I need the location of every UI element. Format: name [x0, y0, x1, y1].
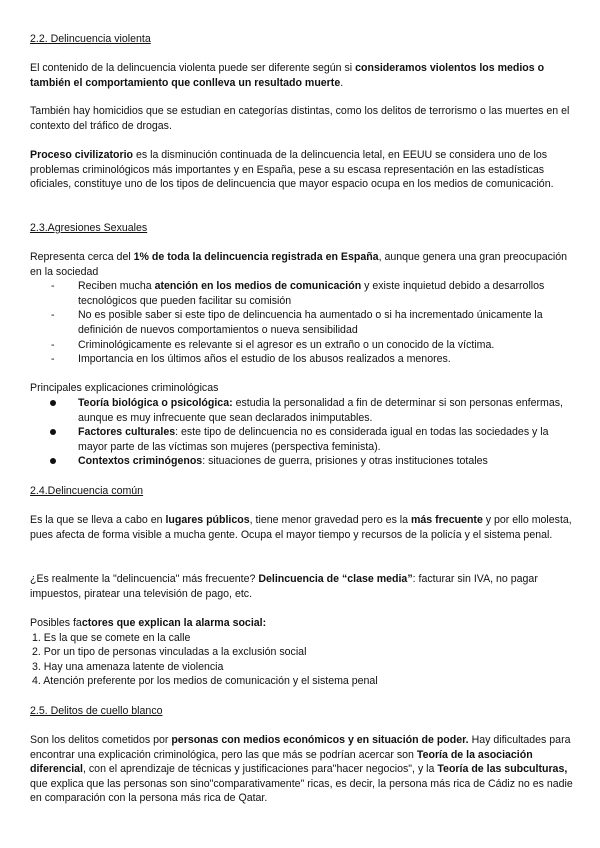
bullet-list-explicaciones: [30, 396, 578, 469]
heading-cuello-blanco: 2.5. Delitos de cuello blanco: [30, 705, 163, 717]
list-item: Teoría biológica o psicológica: estudia la personalidad a fin de determinar si son personas enfermas, aunque es muy infrecuente que sean declarados inimputables.: [78, 396, 578, 425]
section-alarma-social: [30, 616, 578, 689]
list-item: - Reciben mucha atención en los medios de comunicación y existe inquietud debido a desarrollos tecnológicos que pueden facilitar su comisión: [78, 279, 578, 308]
paragraph-violenta-contenido: El contenido de la delincuencia violenta puede ser diferente según si consideramos violentos los medios o también el comportamiento que conlleva un resultado muerte.: [30, 62, 545, 89]
paragraph-cuello-blanco: Son los delitos cometidos por personas con medios económicos y en situación de poder. Hay dificultades para encontrar una explicación criminológica, pero las que más se podrían acercar son Teoría de la asociación diferencial, con el aprendizaje de técnicas y justificaciones para"hacer negocios", y la Teoría de las subculturas, que explica que las personas son sino"comparativamente" ricas, es decir, la persona más rica de Cádiz no es nadie en comparación con la persona más rica de Qatar.: [30, 734, 573, 805]
list-item: Factores culturales: este tipo de delincuencia no es considerada igual en todas las sociedades y la mayor parte de las víctimas son mujeres (perspectiva feminista).: [78, 425, 578, 454]
list-item: 1. Es la que se comete en la calle: [32, 631, 191, 644]
list-item: 3. Hay una amenaza latente de violencia: [32, 660, 224, 673]
paragraph-violenta-homicidios: También hay homicidios que se estudian en categorías distintas, como los delitos de terrorismo o las muertes en el contexto del tráfico de drogas.: [30, 105, 570, 132]
section-agresiones-body: [30, 250, 578, 469]
list-item: 2. Por un tipo de personas vinculadas a la exclusión social: [32, 646, 307, 659]
list-item: - No es posible saber si este tipo de delincuencia ha aumentado o si ha incrementado únicamente la definición de nuevos comportamientos o nueva sensibilidad: [78, 308, 578, 337]
heading-delincuencia-comun: 2.4.Delincuencia común: [30, 485, 144, 497]
numbered-list-alarma: [30, 631, 578, 689]
paragraph-proceso-civilizatorio: Proceso civilizatorio es la disminución continuada de la delincuencia letal, en EEUU se considera uno de los problemas criminológicos más importantes y en España, pese a su escasa representación en las estadísticas oficiales, constituye uno de los tipos de delincuencia que mayor espacio ocupa en los medios de comunicación.: [30, 149, 554, 191]
paragraph-agresiones-representa: Representa cerca del 1% de toda la delincuencia registrada en España, aunque genera una gran preocupación en la sociedad: [30, 251, 568, 278]
list-item: Contextos criminógenos: situaciones de guerra, prisiones y otras instituciones totales: [78, 454, 578, 469]
heading-agresiones-sexuales: 2.3.Agresiones Sexuales: [30, 222, 148, 234]
list-item: 4. Atención preferente por los medios de comunicación y el sistema penal: [32, 675, 378, 688]
list-item: - Importancia en los últimos años el estudio de los abusos realizados a menores.: [78, 352, 578, 367]
list-item: - Criminológicamente es relevante si el agresor es un extraño o un conocido de la víctima.: [78, 338, 578, 353]
paragraph-alarma-social: Posibles factores que explican la alarma social:: [30, 617, 267, 629]
dash-list-agresiones: [30, 279, 578, 367]
heading-delincuencia-violenta: 2.2. Delincuencia violenta: [30, 33, 151, 45]
paragraph-comun-lugares: Es la que se lleva a cabo en lugares públicos, tiene menor gravedad pero es la más frecuente y por ello molesta, pues afecta de forma visible a mucha gente. Ocupa el mayor tiempo y recursos de la policía y el sistema penal.: [30, 514, 572, 541]
paragraph-explicaciones: Principales explicaciones criminológicas: [30, 382, 219, 395]
paragraph-clase-media: ¿Es realmente la "delincuencia" más frecuente? Delincuencia de “clase media”: facturar sin IVA, no pagar impuestos, piratear una televisión de pago, etc.: [30, 573, 538, 600]
